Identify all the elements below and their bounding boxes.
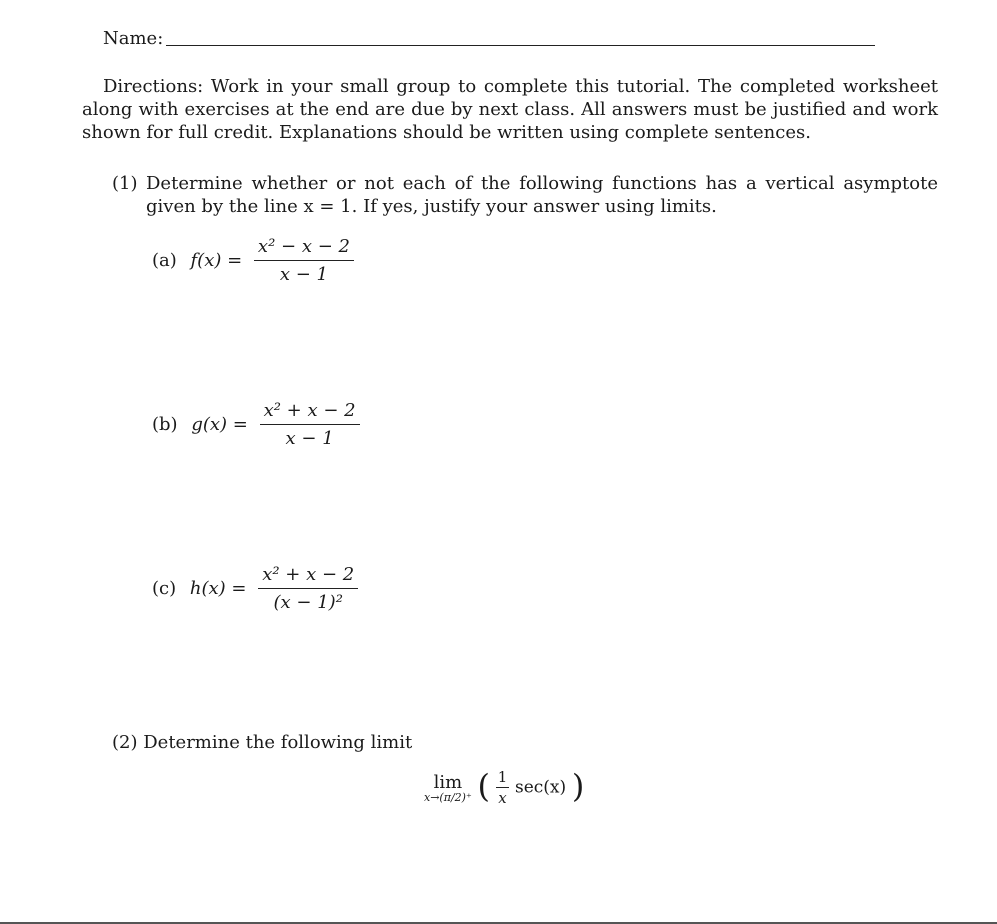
problem-2 [112, 731, 412, 754]
name-blank-line [166, 45, 875, 46]
problem-1-text: Determine whether or not each of the following functions has a vertical asymptote given by the line x = 1. If yes, justify your answer using limits. [146, 173, 938, 217]
part-a [152, 236, 354, 285]
part-c-fraction [258, 564, 358, 613]
lim-operator [424, 772, 472, 804]
part-b-function: g(x) = [191, 414, 248, 435]
problem-1 [112, 172, 938, 218]
part-a-numerator: x² − x − 2 [257, 236, 350, 257]
directions-paragraph: Directions: Work in your small group to complete this tutorial. The completed worksheet along with exercises at the end are due by next class. All answers must be justified and work shown for full credit. Explanations should be written using complete sentences. [82, 76, 938, 143]
part-a-fraction [254, 236, 354, 285]
part-c-label: (c) [152, 578, 177, 599]
part-a-denominator: x − 1 [254, 260, 354, 285]
part-a-label: (a) [152, 250, 177, 271]
part-c [152, 564, 358, 613]
lim-word: lim [433, 771, 463, 793]
part-c-numerator: x² + x − 2 [262, 564, 355, 585]
name-label: Name: [103, 28, 164, 49]
part-b-label: (b) [152, 414, 178, 435]
fraction-numerator: 1 [497, 768, 508, 786]
problem-2-number: (2) [112, 732, 138, 753]
part-b [152, 400, 360, 449]
open-paren: ( [477, 766, 490, 805]
part-b-denominator: x − 1 [260, 424, 360, 449]
part-a-function: f(x) = [190, 250, 243, 271]
part-b-fraction [260, 400, 360, 449]
lim-subscript: x→(π/2)⁺ [424, 790, 472, 804]
part-c-denominator: (x − 1)² [258, 588, 358, 613]
problem-1-number: (1) [112, 173, 138, 194]
close-paren: ) [571, 766, 585, 805]
sec-expression: sec(x) [514, 777, 567, 798]
one-over-x-fraction [496, 768, 510, 807]
part-b-numerator: x² + x − 2 [263, 400, 356, 421]
part-c-function: h(x) = [189, 578, 247, 599]
limit-expression [424, 768, 584, 807]
fraction-denominator: x [496, 787, 510, 807]
problem-2-text: Determine the following limit [143, 732, 413, 753]
